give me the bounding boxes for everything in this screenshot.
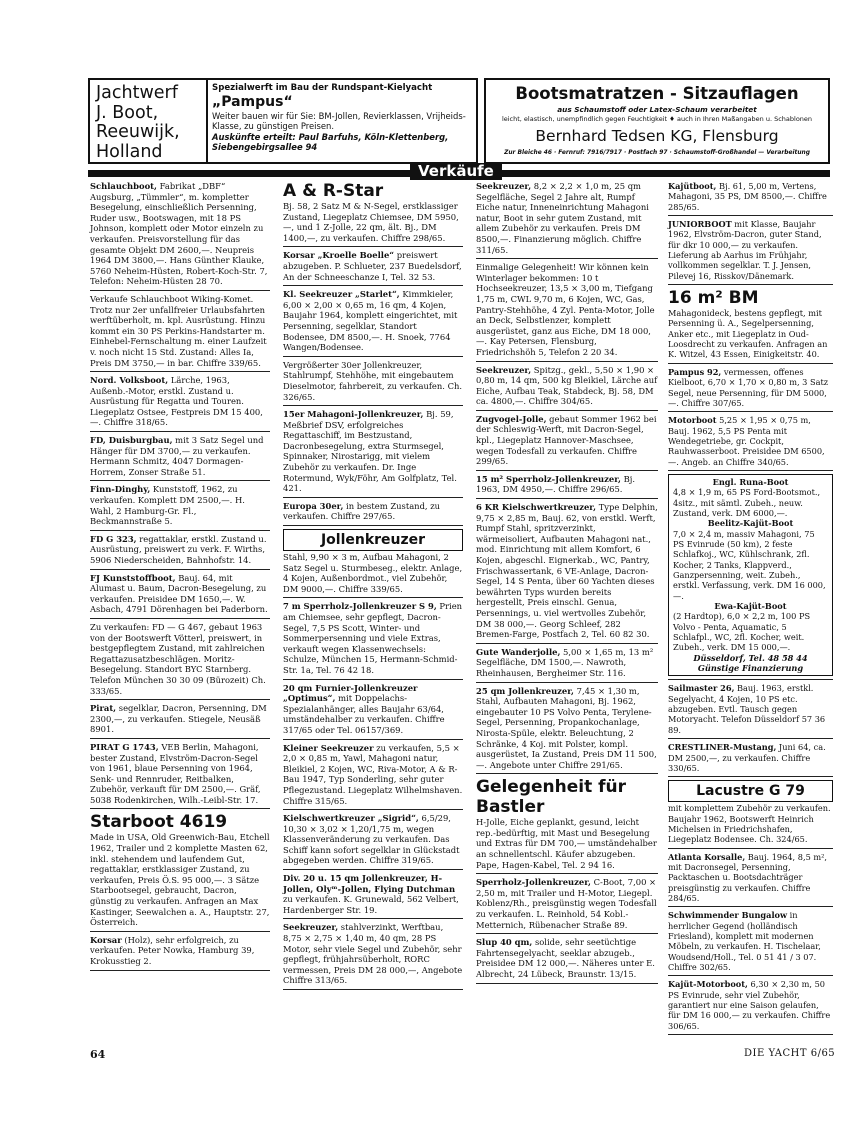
classified-ad: [476, 776, 658, 874]
column-2: [283, 180, 463, 992]
ad-text: [283, 250, 463, 282]
ad-text: [283, 552, 463, 594]
jachtwerf-contact: Auskünfte erteilt: Paul Barfuhs, Köln-Klettenberg, Siebengebirgsallee 94: [212, 131, 449, 153]
classified-ad: [476, 936, 658, 983]
classified-ad: [668, 909, 833, 976]
ad-text: [668, 742, 833, 773]
ad-text: [668, 308, 833, 360]
ad-text: [90, 181, 270, 287]
classified-ad: [668, 218, 833, 285]
tedsen-sub2: leicht, elastisch, unempfindlich gegen Feuchtigkeit ♦ auch in Ihren Maßangaben u. Schablonen: [501, 115, 813, 123]
classified-ad: [668, 978, 833, 1035]
jachtwerf-line: J. Boot,: [96, 102, 159, 123]
ad-keyword: Kleiner Seekreuzer: [283, 742, 374, 753]
column-3: [476, 180, 658, 986]
jachtwerf-line: Reeuwijk,: [96, 122, 180, 142]
ad-text: [476, 817, 658, 870]
classified-ad: [668, 851, 833, 908]
ad-keyword: 15er Mahagoni-Jollenkreuzer,: [283, 409, 424, 420]
classified-ad: [283, 600, 463, 679]
ad-keyword: Kajüt-Motorboot,: [668, 979, 748, 990]
tedsen-company: Bernhard Tedsen KG, Flensburg: [535, 127, 779, 145]
jachtwerf-line: Jachtwerf: [96, 83, 178, 103]
classified-ad: [668, 779, 833, 848]
ad-keyword: Motorboot: [668, 415, 717, 426]
ad-headline: Lacustre G 79: [668, 780, 833, 802]
ad-keyword: Pampus 92,: [668, 366, 722, 377]
ad-body: Lärche, 1963, Außenb.-Motor, erstkl. Zustand u. Ausrüstung für Regatta und Touren. Liegeplatz Ostsee, Festpreis DM 15 400,—. Chiffre 318/65.: [90, 375, 263, 428]
classified-ad: [668, 741, 833, 777]
ad-headline: A & R-Star: [283, 181, 384, 201]
ad-body: Kunststoff, 1962, zu verkaufen. Komplett DM 2500,—. H. Wahl, 2 Hamburg-Gr. Fl., Beckmannstraße 5.: [90, 484, 245, 527]
ad-jachtwerf: [88, 78, 478, 164]
column-1: [90, 180, 270, 973]
ad-text: [668, 910, 833, 972]
ad-text: [90, 742, 270, 806]
magazine-name: DIE YACHT 6/65: [744, 1048, 836, 1059]
dusseldorf-item-title: Beelitz-Kajüt-Boot: [707, 518, 794, 529]
ad-text: [283, 201, 463, 243]
jachtwerf-tagline: Spezialwerft im Bau der Rundspant-Kielyacht: [212, 83, 433, 93]
dusseldorf-boats-ad: [668, 474, 833, 677]
jachtwerf-text: Weiter bauen wir für Sie: BM-Jollen, Revierklassen, Vrijheids-Klasse, zu günstigen Preisen.: [212, 111, 466, 132]
dusseldorf-item-title: Engl. Runa-Boot: [712, 476, 789, 487]
ad-body: Zu verkaufen: FD — G 467, gebaut 1963 von der Bootswerft Vötterl, preiswert, in bestgepflegtem Zustand, mit zahlreichen Regattazusatzbeschlägen. Moritz-Besegelung. Standort BYC Starnberg. Telefon München 30 30 09 (Bürozeit) Ch. 333/65.: [90, 621, 266, 696]
ad-keyword: Gute Wanderjolle,: [476, 646, 561, 657]
ad-body: preiswert abzugeben. P. Schlueter, 237 Buedelsdorf, An der Schneeschanze I, Tel. 32 53.: [283, 250, 462, 282]
ad-keyword: FD, Duisburgbau,: [90, 435, 173, 446]
ad-keyword: Europa 30er,: [283, 500, 344, 511]
ad-keyword: Slup 40 qm,: [476, 937, 533, 948]
ad-text: [668, 181, 833, 212]
ad-text: [476, 262, 658, 357]
ad-text: [283, 360, 463, 402]
ad-body: zu verkaufen, 5,5 × 2,0 × 0,85 m, Yawl, Mahagoni natur, Bleikiel, 2 Kojen, WC, Riva-Motor, A & R-Bau 1947, Typ Sonderling, sehr guter Pflegezustand. Liegeplatz Wilhelmshaven. Chiffre 315/65.: [283, 742, 463, 806]
classified-ad: [283, 812, 463, 870]
ad-text: [668, 683, 833, 735]
jachtwerf-divider: [206, 80, 208, 162]
classified-ad: [90, 811, 270, 931]
ad-keyword: Seekreuzer,: [283, 922, 339, 933]
ad-body: Bauj. 64, mit Alumast u. Baum, Dacron-Besegelung, zu verkaufen. Preisidee DM 1650,—. W. Asbach, 4791 Dörenhagen bei Paderborn.: [90, 572, 268, 615]
ad-keyword: Korsar „Kroelle Boelle“: [283, 250, 395, 261]
column-4: [668, 180, 833, 1037]
ad-text: [668, 415, 833, 467]
ad-keyword: CRESTLINER-Mustang,: [668, 742, 777, 753]
ad-headline: Jollenkreuzer: [283, 529, 463, 551]
ad-body: Verkaufe Schlauchboot Wiking-Komet. Trotz nur 2er unfallfreier Urlaubsfahrten werftüberholt, m. kpl. Ausrüstung. Hinzu kommt ein 30 PS Perkins-Handstarter m. Einhebel-Fernschaltung m. einer Laufzeit v. noch nicht 15 Std. Zustand: Alles Ia, Preis DM 3750,— in bar. Chiffre 339/65.: [90, 293, 267, 368]
ad-body: 7,45 × 1,30 m, Stahl, Aufbauten Mahagoni, Bj. 1962, eingebauter 10 PS Volvo Penta, Terylene-Segel, Persenning, Propankochanlage, Nirosta-Spüle, elektr. Beleuchtung, 2 Schränke, 4 Koj. mit Polster, kompl. ausgerüstet, Ia Zustand, Preis DM 11 500,—. Angebote unter Chiffre 291/65.: [476, 685, 657, 770]
page-number: 64: [90, 1048, 106, 1061]
ad-body: regattaklar, erstkl. Zustand u. Ausrüstung, preiswert zu verk. F. Wirths, 5906 Niederscheiden, Bahnhofstr. 14.: [90, 533, 267, 565]
ad-body: Bj. 1963, DM 4950,—. Chiffre 296/65.: [476, 473, 636, 495]
ad-body: Made in USA, Old Greenwich-Bau, Etchell 1962, Trailer und 2 komplette Masten 62, inkl. stehendem und laufendem Gut, regattaklar, erstklassiger Zustand, zu verkaufen, Preis Ö.S. 95 000,—. 3 Sätze Starbootsegel, gebraucht, Dacron, günstig zu verkaufen. Anfragen an Max Kastinger, Seewalchen a. A., Hauptstr. 27, Österreich.: [90, 832, 270, 928]
ad-keyword: 15 m² Sperrholz-Jollenkreuzer,: [476, 473, 621, 484]
ad-body: Bj. 59, Meßbrief DSV, erfolgreiches Regattaschiff, im Bestzustand, Dacronbesegelung, extra Sturmsegel, Spinnaker, Nirostarigg, mit vielem Zubehör zu verkaufen. Dr. Inge Rotermund, Wyk/Föhr, Am Golfplatz, Tel. 421.: [283, 409, 457, 494]
ad-keyword: PIRAT G 1743,: [90, 741, 159, 752]
classified-ad: [476, 646, 658, 683]
classified-ad: [668, 682, 833, 739]
classified-ad: [476, 364, 658, 411]
ad-text: [476, 647, 658, 679]
ad-body: mit 3 Satz Segel und Hänger für DM 3700,— zu verkaufen. Hermann Schmitz, 4047 Dormagen-Horrem, Zonser Straße 51.: [90, 435, 264, 477]
ad-text: [283, 501, 463, 522]
ad-body: Type Delphin, 9,75 × 2,85 m, Bauj. 62, von erstkl. Werft, Rumpf Stahl, spritzverzinkt, wärmeisoliert, Aufbauten Mahagoni nat., mod. Einrichtung mit allem Komfort, 6 Kojen, abgeschl. Eignerkab., WC, Pantry, Frischwassertank, 6 VE-Anlage, Dacron-Segel, 14 S Penta, über 60 Yachten dieses bewährten Typs wurden bereits hergestellt, Preis einschl. Genua, Persennings, u. viel wertvolles Zubehör, DM 38 000,—. Georg Schleef, 282 Bremen-Farge, Postfach 2, Tel. 60 82 30.: [476, 502, 658, 640]
dusseldorf-item-title: Ewa-Kajüt-Boot: [714, 601, 787, 612]
ad-text: [90, 294, 270, 368]
ad-body: gebaut Sommer 1962 bei der Schleswig-Werft, mit Dacron-Segel, kpl., Liegeplatz Hannover-Maschsee, wegen Todesfall zu verkaufen. Chiffre 299/65.: [476, 413, 657, 467]
classified-ad: [283, 872, 463, 919]
ad-body: Fabrikat „DBF“ Augsburg, „Tümmler“, m. kompletter Besegelung, einschließlich Persenning, Ruder usw., Bootswagen, mit 18 PS Johnson, komplett oder Motor einzeln zu verkaufen. Preisvorstellung für das gesamte Objekt DM 2600,—. Neupreis 1964 DM 3800,—. Hans Günther Klauke, 5760 Neheim-Hüsten, Robert-Koch-Str. 7, Telefon: Neheim-Hüsten 28 70.: [90, 181, 268, 287]
tedsen-sub1: aus Schaumstoff oder Latex-Schaum verarbeitet: [557, 105, 757, 114]
ad-keyword: Kl. Seekreuzer „Starlet“,: [283, 289, 400, 300]
ad-keyword: Nord. Volksboot,: [90, 375, 169, 386]
ad-text: [90, 573, 270, 615]
ad-body: 5,00 × 1,65 m, 13 m² Segelfläche, DM 1500,—. Nawroth, Rheinhausen, Bergheimer Str. 116.: [476, 646, 654, 678]
ad-keyword: 6 KR Kielschwertkreuzer,: [476, 502, 597, 513]
ad-text: [283, 683, 463, 736]
ad-text: [668, 852, 833, 904]
ad-keyword: Pirat,: [90, 703, 117, 714]
ad-text: [90, 534, 270, 566]
ad-text: [283, 601, 463, 675]
ad-text: [90, 935, 270, 967]
ad-keyword: Korsar: [90, 934, 122, 945]
ad-keyword: Sailmaster 26,: [668, 683, 735, 694]
ad-body: VEB Berlin, Mahagoni, bester Zustand, Elvström-Dacron-Segel von 1961, blaue Persenning von 1964, Senk- und Rennruder, Reitbalken, Zubehör, verkauft für DM 2500,—. Gräf, 5038 Rodenkirchen, Wilh.-Leibl-Str. 17.: [90, 741, 261, 805]
ad-text: [668, 979, 833, 1031]
classified-ad: [476, 501, 658, 644]
classified-ad: [90, 293, 270, 372]
ad-tedsen: [484, 78, 830, 164]
ad-body: zu verkaufen. K. Grunewald, 562 Velbert, Hardenberger Str. 19.: [283, 894, 459, 915]
ad-body: Bj. 58, 2 Satz M & N-Segel, erstklassiger Zustand, Liegeplatz Chiemsee, DM 5950,—, und 1 Z-Jolle, 22 qm, ält. Bj., DM 1400,—, zu verkaufen. Chiffre 298/65.: [283, 201, 459, 243]
section-title: Verkäufe: [410, 163, 502, 180]
ad-keyword: Zugvogel-Jolle,: [476, 413, 547, 424]
ad-body: in herrlicher Gegend (holländisch Friesland), komplett mit modernen Möbeln, zu verkaufen. H. Tischelaar, Woudsend/Holl., Tel. 0 51 41 / 3 07. Chiffre 302/65.: [668, 910, 821, 972]
classified-ad: [90, 934, 270, 971]
ad-text: [90, 703, 270, 735]
ad-body: Stahl, 9,90 × 3 m, Aufbau Mahagoni, 2 Satz Segel u. Sturmbeseg., elektr. Anlage, 4 Kojen, Außenbordmot., viel Zubehör, DM 9000,—. Chiffre 339/65.: [283, 552, 463, 594]
ad-text: [90, 622, 270, 696]
ad-text: [668, 219, 833, 281]
classified-ad: [90, 533, 270, 570]
ad-text: [476, 181, 658, 255]
classified-ad: [476, 473, 658, 499]
classified-ad: [283, 288, 463, 357]
classified-ad: [90, 702, 270, 739]
classified-ad: [283, 180, 463, 247]
classified-ad: [283, 921, 463, 990]
ad-text: [476, 365, 658, 407]
ad-body: stahlverzinkt, Werftbau, 8,75 × 2,75 × 1,40 m, 40 qm, 28 PS Motor, sehr viele Segel und Zubehör, sehr gepflegt, frühjahrsüberholt, RORC vermessen, Preis DM 28 000,—, Angebote Chiffre 313/65.: [283, 922, 463, 986]
classified-ad: [90, 741, 270, 810]
ad-body: H-Jolle, Eiche geplankt, gesund, leicht rep.-bedürftig, mit Mast und Besegelung und Extras für DM 700,— umständehalber an schnellentschl. Käufer abzugeben. Pape, Hagen-Kabel, Tel. 2 94 16.: [476, 817, 657, 870]
ad-text: [283, 922, 463, 986]
classified-ad: [476, 685, 658, 775]
classified-ad: [90, 621, 270, 700]
ad-text: [476, 502, 658, 640]
ad-body: Mahagonideck, bestens gepflegt, mit Persenning ü. A., Segelpersenning, Anker etc., mit Liegeplatz in Oud-Loosdrecht zu verkaufen. Anfragen an K. Witzel, 43 Essen, Einigkeitstr. 40.: [668, 308, 828, 360]
classified-ad: [90, 180, 270, 291]
ad-keyword: FD G 323,: [90, 533, 137, 544]
ad-keyword: Schwimmender Bungalow: [668, 910, 788, 921]
ad-keyword: Kielschwertkreuzer „Sigrid“,: [283, 813, 419, 824]
ad-text: [283, 409, 463, 494]
ad-body: segelklar, Dacron, Persenning, DM 2300,—, zu verkaufen. Stiegele, Neusäß 8901.: [90, 703, 267, 735]
classified-ad: [283, 408, 463, 498]
ad-body: Spitzg., gekl., 5,50 × 1,90 × 0,80 m, 14 qm, 500 kg Bleikiel, Lärche auf Eiche, Aufbau Teak, Stabdeck, Bj. 58, DM ca. 4800,—. Chiffre 304/65.: [476, 364, 658, 407]
classified-ad: [668, 414, 833, 471]
ad-body: Bauj. 1964, 8,5 m², mit Dacronsegel, Persenning, Packtaschen u. Bootsdachträger preisgünstig zu verkaufen. Chiffre 284/65.: [668, 851, 828, 903]
ad-keyword: Seekreuzer,: [476, 364, 532, 375]
classified-ad: [90, 374, 270, 432]
ad-body: 6,5/29, 10,30 × 3,02 × 1,20/1,75 m, wegen Klassenveränderung zu verkaufen. Das Schiff kann sofort segelklar in Glückstadt abgegeben werden. Chiffre 319/65.: [283, 813, 460, 866]
classified-ad: [476, 413, 658, 471]
ad-keyword: FJ Kunststoffboot,: [90, 572, 176, 583]
classified-ad: [668, 473, 833, 681]
ad-text: [283, 813, 463, 866]
ad-keyword: JUNIORBOOT: [668, 219, 732, 230]
ad-body: Kimmkieler, 6,00 × 2,00 × 0,65 m, 16 qm, 4 Kojen, Baujahr 1964, komplett eingerichtet, mit Persenning, segelklar, Standort Bodensee, DM 8500,—. H. Snoek, 7764 Wangen/Bodensee.: [283, 289, 458, 353]
tedsen-title: Bootsmatratzen - Sitzauflagen: [515, 84, 799, 103]
ad-text: [90, 832, 270, 927]
jachtwerf-name-block: [96, 84, 204, 162]
classified-ad: [476, 876, 658, 934]
ad-body: Prien am Chiemsee, sehr gepflegt, Dacron-Segel, 7,5 PS Scott, Winter- und Sommerpersenning und viele Extras, verkauft wegen Klassenwechsels: Schulze, München 15, Hermann-Schmid-Str. 1a, Tel. 76 42 18.: [283, 601, 463, 675]
ad-body: 6,30 × 2,30 m, 50 PS Evinrude, sehr viel Zubehör, garantiert nur eine Saison gelaufen, für DM 16 000,— zu verkaufen. Chiffre 306/65.: [668, 979, 831, 1031]
jachtwerf-line: Holland: [96, 141, 163, 162]
ad-text: [283, 289, 463, 353]
tedsen-address: Zur Bleiche 46 · Fernruf: 7916/7917 · Postfach 97 · Schaumstoff-Großhandel — Verarbeitung: [504, 150, 810, 156]
ad-body: 5,25 × 1,95 × 0,75 m, Bauj. 1962, 5,5 PS Penta mit Wendegetriebe, gr. Cockpit, Rauhwasserboot. Preisidee DM 6500,—. Angeb. an Chiffre 340/65.: [668, 415, 825, 467]
jachtwerf-title: „Pampus“: [212, 94, 293, 110]
ad-body: vermessen, offenes Kielboot, 6,70 × 1,70 × 0,80 m, 3 Satz Segel, neue Persenning, für DM 5000,—. Chiffre 307/65.: [668, 366, 829, 408]
ad-keyword: Sperrholz-Jollenkreuzer,: [476, 877, 591, 888]
ad-body: solide, sehr seetüchtige Fahrtensegelyacht, seeklar abzugeb., Preisidee DM 12 000,—. Näheres unter E. Albrecht, 24 Lübeck, Braunstr. 13/15.: [476, 937, 655, 979]
ad-headline: Gelegenheit für Bastler: [476, 777, 627, 818]
ad-text: [90, 375, 270, 428]
dusseldorf-item-text: 7,0 × 2,4 m, massiv Mahagoni, 75 PS Evinrude (50 km), 2 feste Schlafkoj., WC, Kühlschrank, 2fl. Kocher, 2 Tanks, Klappverd., Ganzpersenning, weit. Zubeh., erstkl. Verfassung, verk. DM 16 000,—.: [673, 528, 826, 601]
ad-body: Juni 64, ca. DM 2500,—, zu verkaufen. Chiffre 330/65.: [668, 742, 826, 773]
classified-ad: [668, 180, 833, 216]
ad-text: [90, 484, 270, 526]
classified-ad: [668, 366, 833, 412]
ad-body: mit Doppelachs-Spezialanhänger, alles Baujahr 63/64, umständehalber zu verkaufen. Chiffre 317/65 oder Tel. 06157/369.: [283, 693, 445, 735]
ad-body: in bestem Zustand, zu verkaufen. Chiffre 297/65.: [283, 500, 441, 522]
ad-text: [476, 414, 658, 467]
ad-keyword: Atlanta Korsalle,: [668, 851, 746, 862]
classified-ad: [283, 249, 463, 286]
dusseldorf-footer1: Düsseldorf, Tel. 48 58 44: [693, 652, 808, 663]
classified-ad: [283, 359, 463, 406]
classified-ad: [476, 261, 658, 361]
ad-body: (Holz), sehr erfolgreich, zu verkaufen. Peter Nowka, Hamburg 39, Krokusstieg 2.: [90, 934, 255, 966]
dusseldorf-item-text: (2 Hardtop), 6,0 × 2,2 m, 100 PS Volvo - Penta, Aquamatic, 5 Schlafpl., WC, 2fl. Kocher, weit. Zubeh., verk. DM 15 000,—.: [673, 611, 811, 653]
ad-text: [283, 743, 463, 807]
dusseldorf-item-text: 4,8 × 1,9 m, 65 PS Ford-Bootsmot., 4sitz., mit sämtl. Zubeh., neuw. Zustand, verk. DM 6000,—.: [673, 487, 821, 518]
ad-text: [476, 937, 658, 979]
ad-text: [668, 803, 833, 844]
ad-text: [668, 367, 833, 408]
ad-keyword: Schlauchboot,: [90, 181, 157, 191]
dusseldorf-footer2: Günstige Finanzierung: [697, 663, 804, 674]
ad-text: [283, 873, 463, 915]
classified-ad: [283, 528, 463, 598]
ad-body: Vergrößerter 30er Jollenkreuzer, Stahlrumpf, Stehhöhe, mit eingebautem Dieselmotor, fahrbereit, zu verkaufen. Ch. 326/65.: [283, 359, 463, 402]
ad-body: Bauj. 1963, erstkl. Segelyacht, 4 Kojen, 10 PS etc. abzugeben. Evtl. Tausch gegen Motoryacht. Telefon Düsseldorf 57 36 89.: [668, 683, 826, 735]
ad-keyword: Seekreuzer,: [476, 181, 532, 191]
ad-headline: 16 m² BM: [668, 288, 759, 309]
ad-text: [90, 435, 270, 477]
classified-ad: [90, 434, 270, 481]
ad-text: [476, 877, 658, 930]
ad-body: 8,2 × 2,2 × 1,0 m, 25 qm Segelfläche, Segel 2 Jahre alt, Rumpf Eiche natur, Inneneinrichtung Mahagoni natur, Boot in sehr gutem Zustand, mit allem Zubehör zu verkaufen. Preis DM 8500,—. Finanzierung möglich. Chiffre 311/65.: [476, 181, 649, 255]
ad-body: mit Klasse, Baujahr 1962, Elvström-Dacron, guter Stand, für dkr 10 000,— zu verkaufen. Lieferung ab Aarhus im Frühjahr, vollkommen segelklar. T. J. Jensen, Pilevej 16, Risskov/Dänemark.: [668, 219, 822, 281]
classified-ad: [476, 180, 658, 259]
ad-body: Bj. 61, 5,00 m, Vertens, Mahagoni, 35 PS, DM 8500,—. Chiffre 285/65.: [668, 181, 827, 212]
ad-body: mit komplettem Zubehör zu verkaufen. Baujahr 1962, Bootswerft Heinrich Michelsen in Friedrichshafen, Liegeplatz Bodensee. Ch. 324/65.: [668, 803, 831, 845]
ad-text: [476, 686, 658, 771]
ad-body: C-Boot, 7,00 × 2,50 m, mit Trailer und H-Motor, Liegepl. Koblenz/Rh., preisgünstig wegen Todesfall zu verkaufen. L. Reinhold, 54 Kobl.-Metternich, Rübenacher Straße 89.: [476, 877, 657, 930]
ad-text: [476, 474, 658, 495]
classified-ad: [668, 287, 833, 364]
ad-keyword: Finn-Dinghy,: [90, 484, 151, 495]
classified-ad: [283, 500, 463, 526]
ad-keyword: Div. 20 u. 15 qm Jollenkreuzer, H-Jollen, Olyᵐ-Jollen, Flying Dutchman: [283, 873, 456, 894]
classified-ad: [90, 483, 270, 530]
classified-ad: [283, 682, 463, 740]
ad-body: Einmalige Gelegenheit! Wir können kein Winterlager bekommen: 10 t Hochseekreuzer, 13,5 × 3,00 m, Tiefgang 1,75 m, CWL 9,70 m, 6 Kojen, WC, Gas, Pantry-Stehhöhe, 4 Zyl. Penta-Motor, Jolle an Deck, Selbstlenzer, komplett ausgerüstet, ganz aus Eiche, DM 18 000,—. Kay Petersen, Flensburg, Friedrichshöh 5, Telefon 2 20 34.: [476, 262, 655, 357]
ad-headline: Starboot 4619: [90, 812, 228, 833]
classified-ad: [90, 572, 270, 619]
ad-keyword: Kajütboot,: [668, 181, 717, 191]
ad-keyword: 20 qm Furnier-Jollenkreuzer „Optimus“,: [283, 682, 418, 704]
ad-keyword: 7 m Sperrholz-Jollenkreuzer S 9,: [283, 601, 437, 612]
classified-ad: [283, 742, 463, 811]
ad-keyword: 25 qm Jollenkreuzer,: [476, 685, 574, 696]
